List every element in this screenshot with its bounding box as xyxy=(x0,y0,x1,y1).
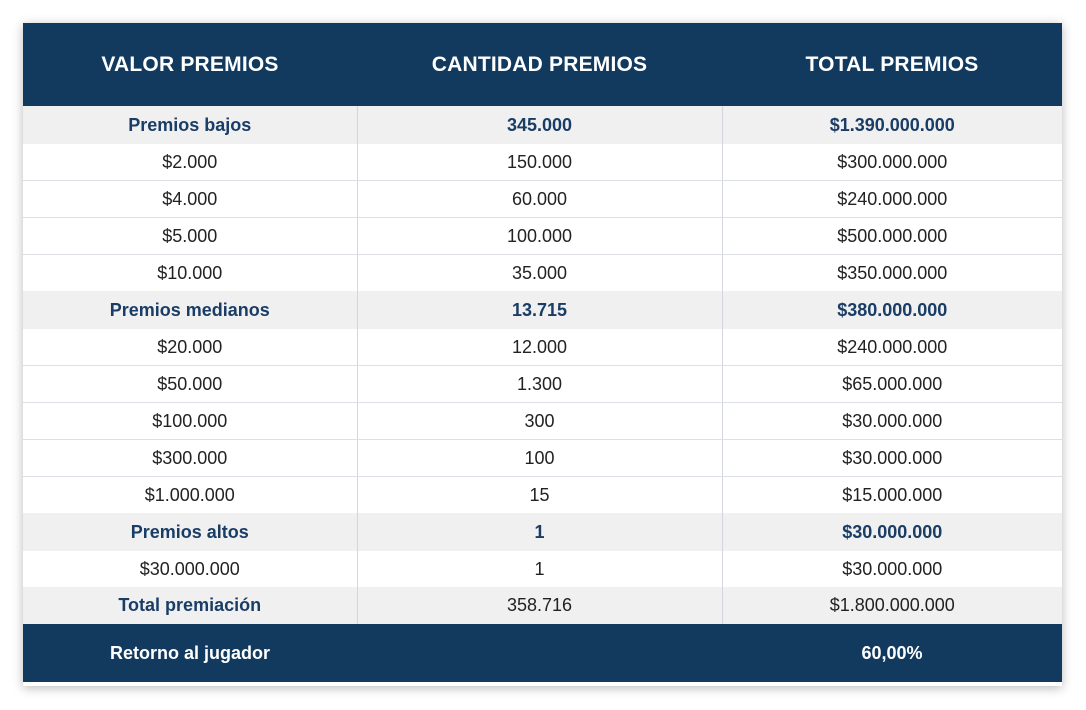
cell-total: $240.000.000 xyxy=(722,181,1062,218)
group-row-premios-bajos xyxy=(23,106,1062,144)
group-total: $1.390.000.000 xyxy=(722,106,1062,144)
cell-valor: $100.000 xyxy=(23,403,357,440)
cell-total: $30.000.000 xyxy=(722,403,1062,440)
group-label: Premios medianos xyxy=(23,291,357,329)
cell-valor: $10.000 xyxy=(23,255,357,292)
prize-table-card xyxy=(23,23,1062,686)
table-row xyxy=(23,403,1062,440)
table-row xyxy=(23,255,1062,292)
cell-cantidad: 15 xyxy=(357,477,722,514)
group-label: Premios altos xyxy=(23,513,357,551)
footer-label: Retorno al jugador xyxy=(23,624,357,682)
cell-cantidad: 100.000 xyxy=(357,218,722,255)
group-cantidad: 1 xyxy=(357,513,722,551)
table-row xyxy=(23,181,1062,218)
table-row xyxy=(23,144,1062,181)
cell-total: $500.000.000 xyxy=(722,218,1062,255)
cell-valor: $20.000 xyxy=(23,329,357,366)
footer-spacer xyxy=(357,624,722,682)
table-row xyxy=(23,477,1062,514)
table-body xyxy=(23,106,1062,624)
total-cantidad: 358.716 xyxy=(357,587,722,624)
cell-cantidad: 100 xyxy=(357,440,722,477)
footer-value: 60,00% xyxy=(722,624,1062,682)
group-total: $30.000.000 xyxy=(722,513,1062,551)
table-row xyxy=(23,218,1062,255)
cell-valor: $5.000 xyxy=(23,218,357,255)
table-header xyxy=(23,23,1062,106)
cell-cantidad: 35.000 xyxy=(357,255,722,292)
cell-cantidad: 60.000 xyxy=(357,181,722,218)
cell-valor: $50.000 xyxy=(23,366,357,403)
table-row xyxy=(23,366,1062,403)
table-footer xyxy=(23,624,1062,682)
cell-cantidad: 1.300 xyxy=(357,366,722,403)
cell-valor: $1.000.000 xyxy=(23,477,357,514)
cell-valor: $300.000 xyxy=(23,440,357,477)
header-valor-premios: VALOR PREMIOS xyxy=(23,23,357,106)
group-label: Premios bajos xyxy=(23,106,357,144)
total-row xyxy=(23,587,1062,624)
cell-total: $240.000.000 xyxy=(722,329,1062,366)
group-cantidad: 13.715 xyxy=(357,291,722,329)
cell-cantidad: 12.000 xyxy=(357,329,722,366)
group-cantidad: 345.000 xyxy=(357,106,722,144)
cell-total: $30.000.000 xyxy=(722,551,1062,587)
group-row-premios-altos xyxy=(23,513,1062,551)
table-row xyxy=(23,329,1062,366)
total-label: Total premiación xyxy=(23,587,357,624)
cell-total: $350.000.000 xyxy=(722,255,1062,292)
cell-valor: $30.000.000 xyxy=(23,551,357,587)
cell-cantidad: 1 xyxy=(357,551,722,587)
cell-valor: $2.000 xyxy=(23,144,357,181)
cell-total: $65.000.000 xyxy=(722,366,1062,403)
cell-cantidad: 300 xyxy=(357,403,722,440)
prize-table xyxy=(23,23,1062,682)
header-total-premios: TOTAL PREMIOS xyxy=(722,23,1062,106)
cell-total: $30.000.000 xyxy=(722,440,1062,477)
total-amount: $1.800.000.000 xyxy=(722,587,1062,624)
group-total: $380.000.000 xyxy=(722,291,1062,329)
table-row xyxy=(23,551,1062,587)
cell-total: $300.000.000 xyxy=(722,144,1062,181)
header-cantidad-premios: CANTIDAD PREMIOS xyxy=(357,23,722,106)
table-row xyxy=(23,440,1062,477)
group-row-premios-medianos xyxy=(23,291,1062,329)
cell-valor: $4.000 xyxy=(23,181,357,218)
cell-total: $15.000.000 xyxy=(722,477,1062,514)
cell-cantidad: 150.000 xyxy=(357,144,722,181)
